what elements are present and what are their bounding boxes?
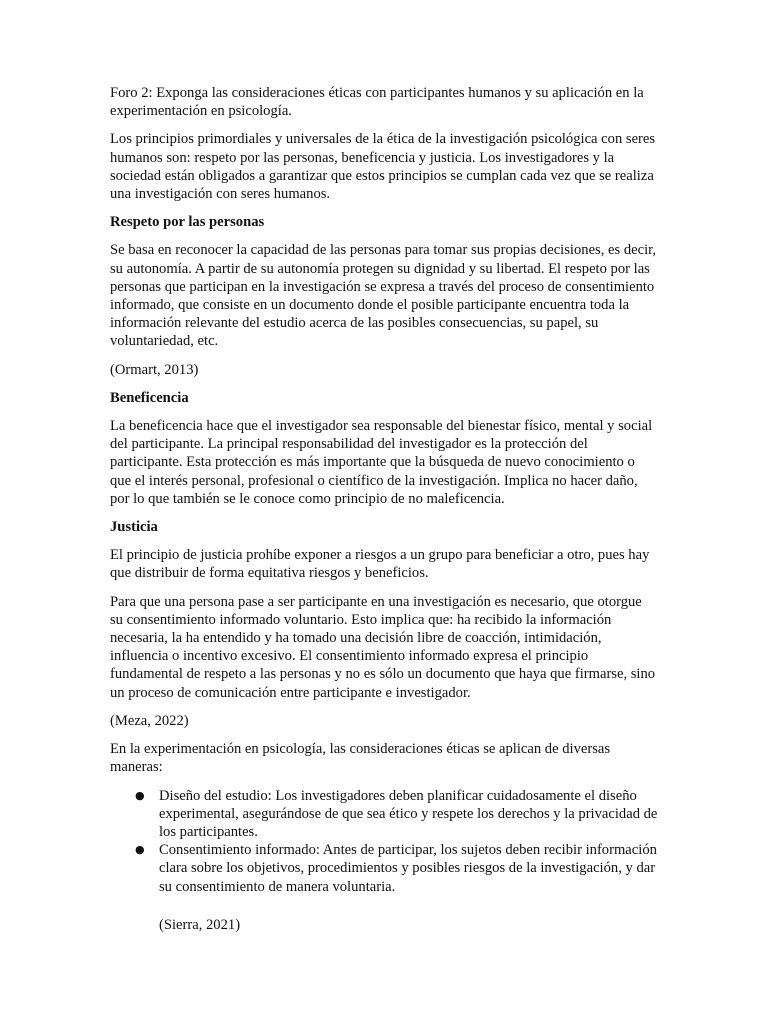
list-item [135,841,658,896]
document-content [110,84,658,944]
application-bullet-list [110,787,658,896]
heading-beneficencia: Beneficencia [110,389,189,406]
citation-ormart: (Ormart, 2013) [110,361,199,378]
citation-sierra: (Sierra, 2021) [159,916,241,933]
citation-meza: (Meza, 2022) [110,712,189,729]
paragraph-respeto: Se basa en reconocer la capacidad de las personas para tomar sus propias decisiones, es decir, su autonomía. A partir de su autonomía protegen su dignidad y su libertad. El respeto por las personas que participan en la investigación se expresa a través del proceso de consentimiento informado, que consiste en un documento donde el posible participante encuentra toda la información relevante del estudio acerca de las posibles consecuencias, su papel, su voluntariedad, etc. [110,242,657,350]
forum-title: Foro 2: Exponga las consideraciones éticas con participantes humanos y su aplicación en la experimentación en psicología. [110,85,644,120]
heading-respeto: Respeto por las personas [110,214,265,231]
bullet-icon: ● [135,788,145,802]
list-item [135,787,658,842]
application-intro: En la experimentación en psicología, las consideraciones éticas se aplican de diversas maneras: [110,741,611,776]
paragraph-beneficencia: La beneficencia hace que el investigador sea responsable del bienestar físico, mental y social del participante. La principal responsabilidad del investigador es la protección del participante. Esta protección es más importante que la búsqueda de nuevo conocimiento o que el interés personal, profesional o científico de la investigación. Implica no hacer daño, por lo que también se le conoce como principio de no maleficencia. [110,418,653,507]
bullet-text: Consentimiento informado: Antes de participar, los sujetos deben recibir información clara sobre los objetivos, procedimientos y posibles riesgos de la investigación, y dar su consentimiento de manera voluntaria. [159,842,657,895]
intro-paragraph: Los principios primordiales y universales de la ética de la investigación psicológica con seres humanos son: respeto por las personas, beneficencia y justicia. Los investigadores y la sociedad están obligados a garantizar que estos principios se cumplan cada vez que se realiza una investigación con seres humanos. [110,131,656,203]
paragraph-justicia-2: Para que una persona pase a ser participante en una investigación es necesario, que otorgue su consentimiento informado voluntario. Esto implica que: ha recibido la información necesaria, la ha entendido y ha tomado una decisión libre de coacción, intimidación, influencia o incentivo excesivo. El consentimiento informado expresa el principio fundamental de respeto a las personas y no es sólo un documento que haya que firmarse, sino un proceso de comunicación entre participante e investigador. [110,593,656,701]
bullet-icon: ● [135,843,145,857]
bullet-text: Diseño del estudio: Los investigadores deben planificar cuidadosamente el diseño experimental, asegurándose de que sea ético y respete los derechos y la privacidad de los participantes. [159,787,658,840]
heading-justicia: Justicia [110,519,158,536]
paragraph-justicia-1: El principio de justicia prohíbe exponer a riesgos a un grupo para beneficiar a otro, pues hay que distribuir de forma equitativa riesgos y beneficios. [110,547,650,582]
